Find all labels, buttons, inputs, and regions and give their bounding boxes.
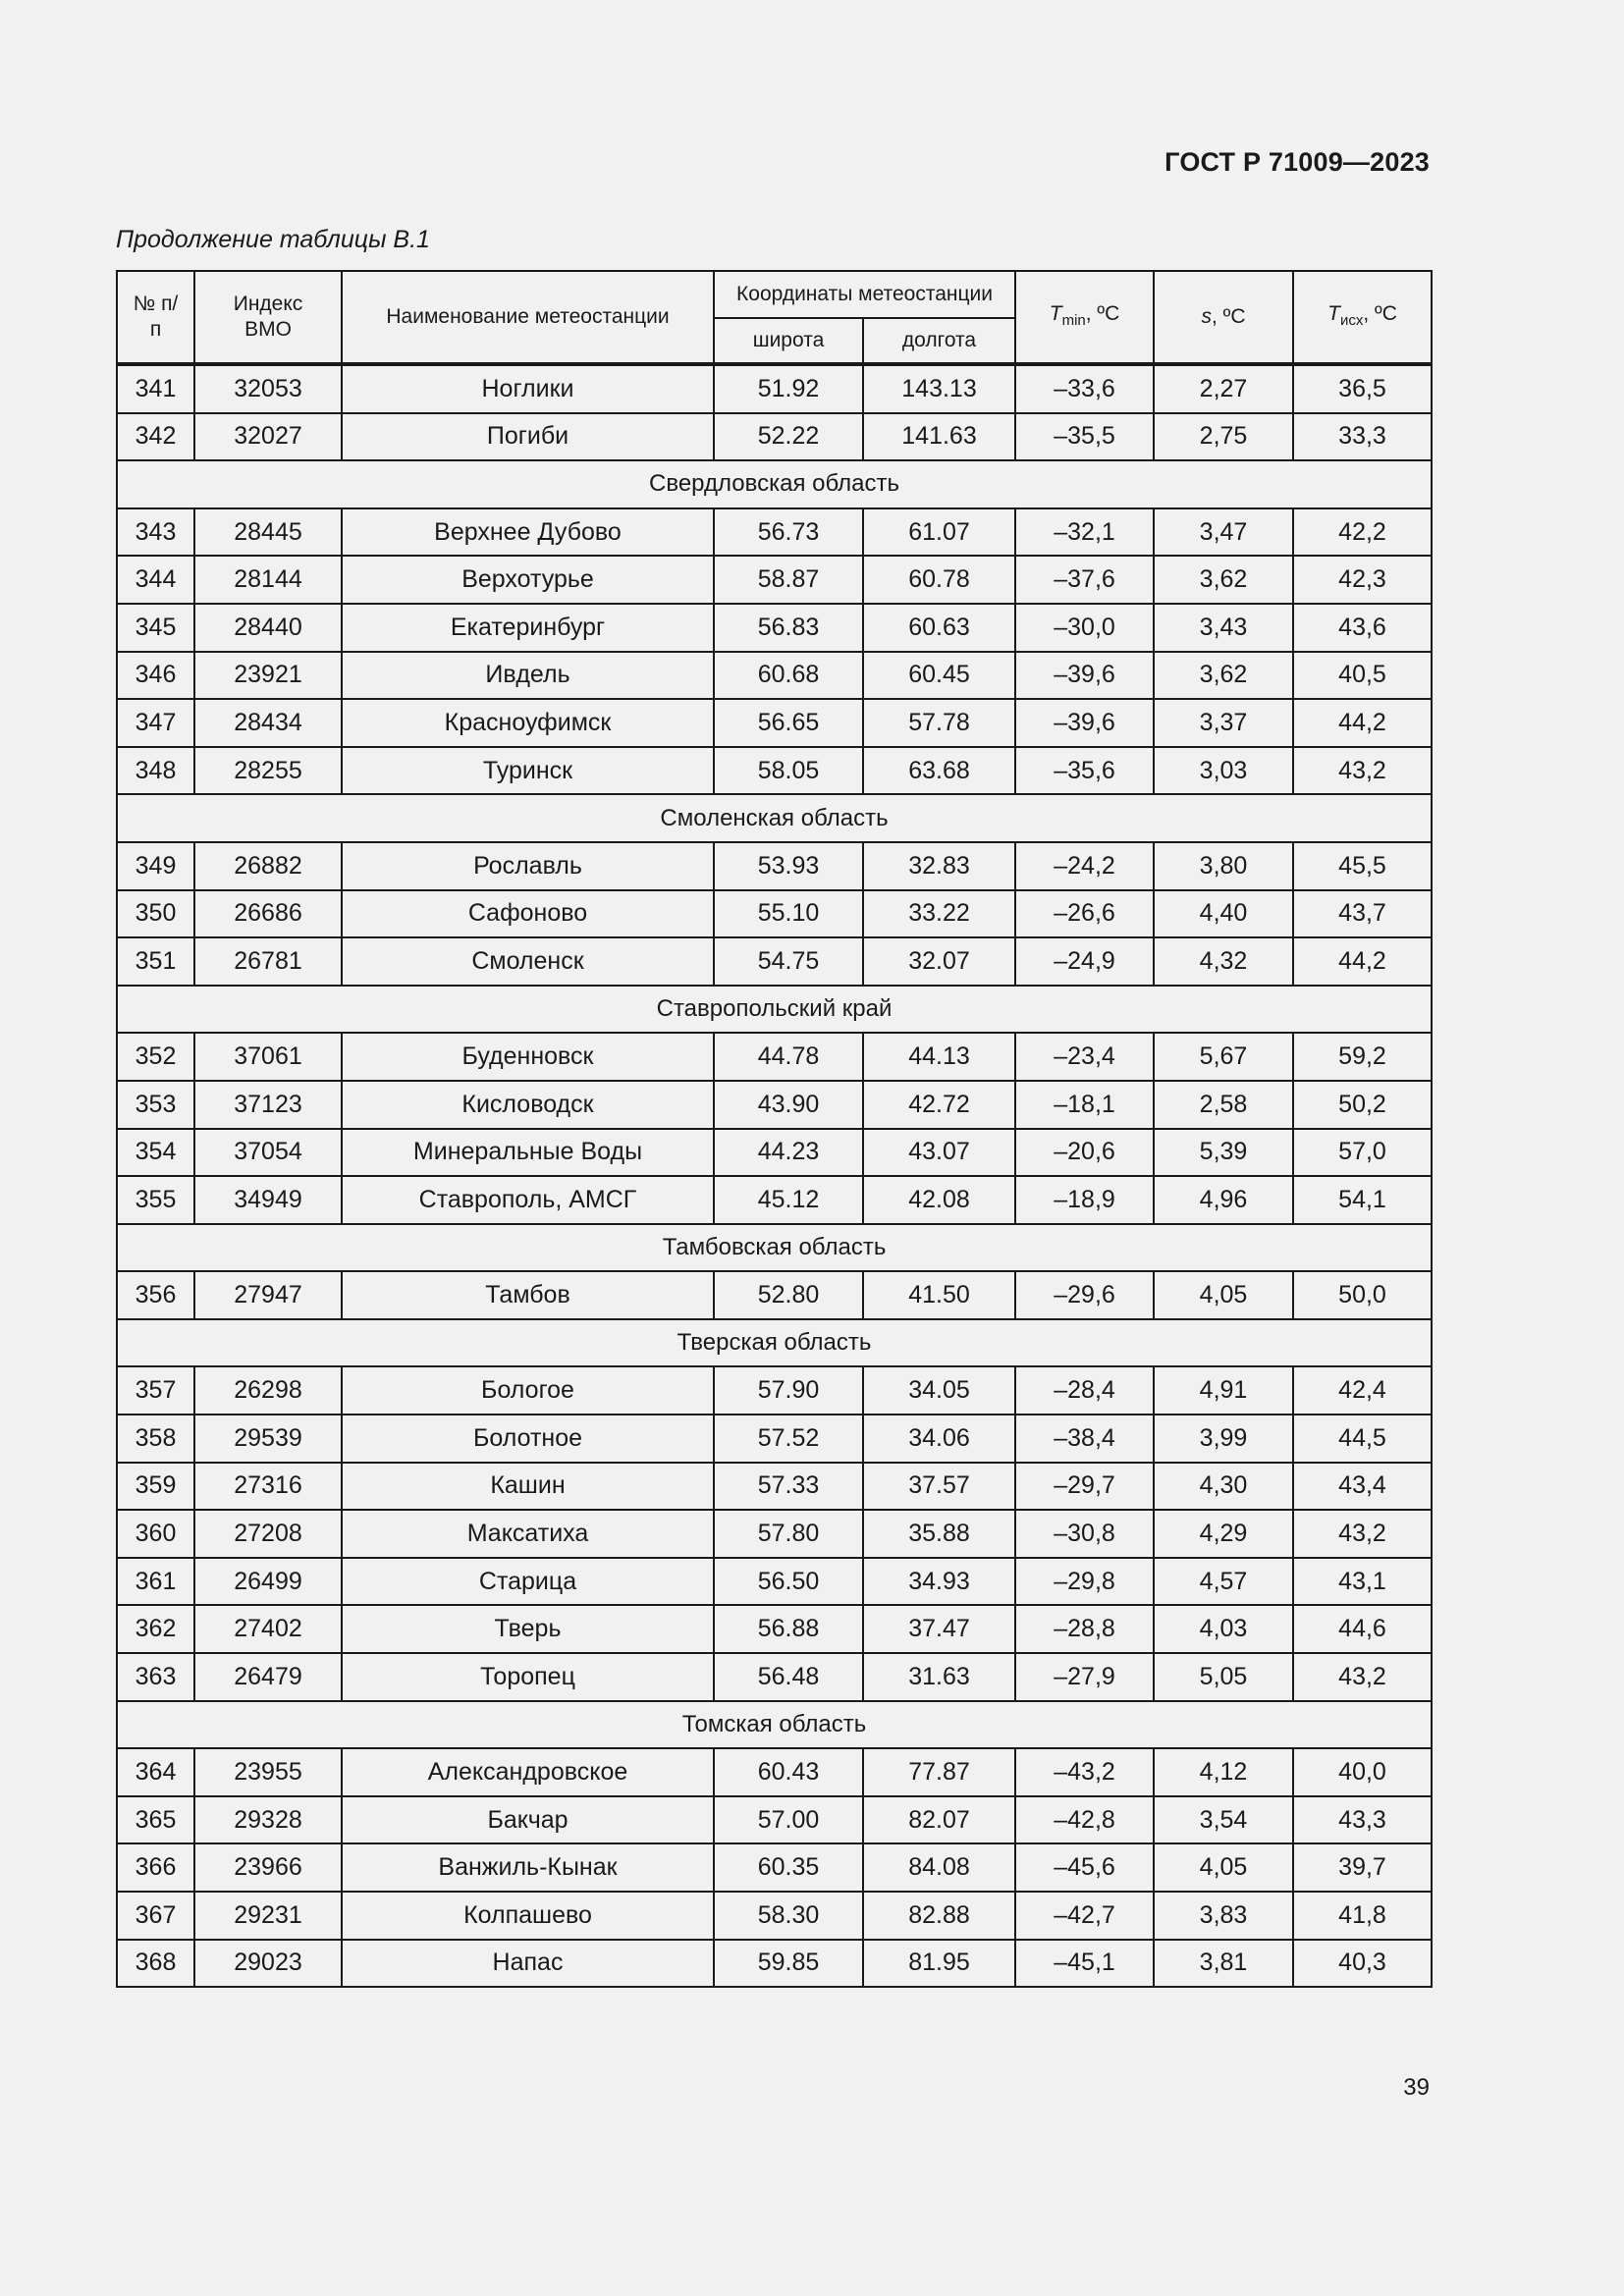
- cell-tmin: –39,6: [1015, 699, 1154, 747]
- tisx-unit: , ºС: [1363, 301, 1397, 325]
- header-coordinates: Координаты метеостанции: [714, 271, 1015, 318]
- cell-num: 355: [117, 1176, 194, 1224]
- cell-station-name: Максатиха: [342, 1510, 714, 1558]
- table-row: [117, 1748, 1432, 1796]
- cell-latitude: 60.35: [714, 1843, 863, 1892]
- cell-latitude: 43.90: [714, 1081, 863, 1129]
- cell-tisx: 40,3: [1293, 1940, 1432, 1988]
- cell-s: 4,30: [1154, 1463, 1293, 1511]
- cell-station-name: Екатеринбург: [342, 604, 714, 652]
- cell-longitude: 34.93: [863, 1558, 1015, 1606]
- cell-latitude: 57.52: [714, 1415, 863, 1463]
- cell-latitude: 54.75: [714, 937, 863, 986]
- table-row: [117, 604, 1432, 652]
- cell-s: 3,99: [1154, 1415, 1293, 1463]
- region-row: [117, 1701, 1432, 1749]
- cell-latitude: 57.00: [714, 1796, 863, 1844]
- cell-tmin: –30,0: [1015, 604, 1154, 652]
- cell-num: 365: [117, 1796, 194, 1844]
- cell-tmin: –28,8: [1015, 1605, 1154, 1653]
- cell-longitude: 81.95: [863, 1940, 1015, 1988]
- cell-longitude: 34.06: [863, 1415, 1015, 1463]
- cell-latitude: 57.33: [714, 1463, 863, 1511]
- table-row: [117, 1366, 1432, 1415]
- cell-latitude: 55.10: [714, 890, 863, 938]
- cell-s: 4,40: [1154, 890, 1293, 938]
- cell-longitude: 82.88: [863, 1892, 1015, 1940]
- cell-station-name: Ивдель: [342, 652, 714, 700]
- cell-station-name: Минеральные Воды: [342, 1129, 714, 1177]
- cell-wmo-index: 26479: [194, 1653, 342, 1701]
- cell-num: 353: [117, 1081, 194, 1129]
- cell-s: 4,29: [1154, 1510, 1293, 1558]
- cell-s: 3,47: [1154, 508, 1293, 557]
- cell-station-name: Кисловодск: [342, 1081, 714, 1129]
- cell-latitude: 44.23: [714, 1129, 863, 1177]
- cell-station-name: Буденновск: [342, 1033, 714, 1081]
- cell-longitude: 82.07: [863, 1796, 1015, 1844]
- cell-wmo-index: 26686: [194, 890, 342, 938]
- region-name: Смоленская область: [117, 794, 1432, 842]
- cell-wmo-index: 28434: [194, 699, 342, 747]
- table-row: [117, 1892, 1432, 1940]
- cell-wmo-index: 26499: [194, 1558, 342, 1606]
- cell-tisx: 41,8: [1293, 1892, 1432, 1940]
- cell-num: 344: [117, 556, 194, 604]
- table-row: [117, 652, 1432, 700]
- table-row: [117, 1843, 1432, 1892]
- cell-s: 4,05: [1154, 1271, 1293, 1319]
- table-row: [117, 699, 1432, 747]
- tmin-symbol: T: [1049, 301, 1062, 325]
- cell-wmo-index: 26781: [194, 937, 342, 986]
- table-row: [117, 1796, 1432, 1844]
- cell-tisx: 33,3: [1293, 413, 1432, 461]
- cell-s: 3,81: [1154, 1940, 1293, 1988]
- cell-tmin: –28,4: [1015, 1366, 1154, 1415]
- cell-station-name: Туринск: [342, 747, 714, 795]
- cell-tisx: 40,0: [1293, 1748, 1432, 1796]
- table-row: [117, 1653, 1432, 1701]
- cell-num: 356: [117, 1271, 194, 1319]
- cell-tisx: 43,2: [1293, 1653, 1432, 1701]
- cell-longitude: 41.50: [863, 1271, 1015, 1319]
- cell-station-name: Кашин: [342, 1463, 714, 1511]
- cell-wmo-index: 28440: [194, 604, 342, 652]
- cell-tmin: –39,6: [1015, 652, 1154, 700]
- header-tmin: [1015, 271, 1154, 364]
- cell-longitude: 35.88: [863, 1510, 1015, 1558]
- cell-wmo-index: 23921: [194, 652, 342, 700]
- cell-num: 350: [117, 890, 194, 938]
- cell-tisx: 50,2: [1293, 1081, 1432, 1129]
- cell-tmin: –23,4: [1015, 1033, 1154, 1081]
- cell-longitude: 37.47: [863, 1605, 1015, 1653]
- header-wmo-index: Индекс ВМО: [194, 271, 342, 364]
- cell-num: 341: [117, 364, 194, 413]
- cell-longitude: 33.22: [863, 890, 1015, 938]
- cell-wmo-index: 37061: [194, 1033, 342, 1081]
- cell-station-name: Красноуфимск: [342, 699, 714, 747]
- table-row: [117, 1510, 1432, 1558]
- cell-tmin: –24,9: [1015, 937, 1154, 986]
- cell-num: 366: [117, 1843, 194, 1892]
- cell-num: 347: [117, 699, 194, 747]
- cell-s: 4,32: [1154, 937, 1293, 986]
- stations-table: [116, 270, 1433, 1988]
- cell-tisx: 44,6: [1293, 1605, 1432, 1653]
- cell-tmin: –18,9: [1015, 1176, 1154, 1224]
- table-row: [117, 937, 1432, 986]
- cell-tmin: –35,5: [1015, 413, 1154, 461]
- cell-tisx: 42,3: [1293, 556, 1432, 604]
- cell-station-name: Тамбов: [342, 1271, 714, 1319]
- cell-station-name: Смоленск: [342, 937, 714, 986]
- cell-s: 4,05: [1154, 1843, 1293, 1892]
- cell-tmin: –42,8: [1015, 1796, 1154, 1844]
- cell-latitude: 57.90: [714, 1366, 863, 1415]
- cell-longitude: 32.83: [863, 842, 1015, 890]
- cell-s: 3,37: [1154, 699, 1293, 747]
- cell-s: 3,62: [1154, 652, 1293, 700]
- cell-tisx: 42,4: [1293, 1366, 1432, 1415]
- table-row: [117, 1463, 1432, 1511]
- cell-latitude: 58.30: [714, 1892, 863, 1940]
- table-row: [117, 1271, 1432, 1319]
- cell-s: 4,91: [1154, 1366, 1293, 1415]
- cell-longitude: 42.72: [863, 1081, 1015, 1129]
- region-row: [117, 986, 1432, 1034]
- cell-s: 4,96: [1154, 1176, 1293, 1224]
- cell-s: 4,12: [1154, 1748, 1293, 1796]
- cell-latitude: 56.48: [714, 1653, 863, 1701]
- cell-station-name: Торопец: [342, 1653, 714, 1701]
- cell-longitude: 77.87: [863, 1748, 1015, 1796]
- cell-longitude: 37.57: [863, 1463, 1015, 1511]
- header-s: [1154, 271, 1293, 364]
- cell-station-name: Верхнее Дубово: [342, 508, 714, 557]
- cell-station-name: Бакчар: [342, 1796, 714, 1844]
- cell-tisx: 43,2: [1293, 1510, 1432, 1558]
- table-row: [117, 1415, 1432, 1463]
- header-latitude: широта: [714, 318, 863, 364]
- cell-tmin: –37,6: [1015, 556, 1154, 604]
- table-row: [117, 1129, 1432, 1177]
- cell-longitude: 31.63: [863, 1653, 1015, 1701]
- cell-s: 3,03: [1154, 747, 1293, 795]
- cell-wmo-index: 37123: [194, 1081, 342, 1129]
- cell-latitude: 58.87: [714, 556, 863, 604]
- cell-station-name: Верхотурье: [342, 556, 714, 604]
- cell-num: 359: [117, 1463, 194, 1511]
- table-body: [117, 364, 1432, 1987]
- cell-num: 346: [117, 652, 194, 700]
- cell-tmin: –45,6: [1015, 1843, 1154, 1892]
- cell-tisx: 43,1: [1293, 1558, 1432, 1606]
- table-row: [117, 842, 1432, 890]
- cell-wmo-index: 23955: [194, 1748, 342, 1796]
- cell-latitude: 56.73: [714, 508, 863, 557]
- cell-num: 362: [117, 1605, 194, 1653]
- cell-wmo-index: 28255: [194, 747, 342, 795]
- cell-tmin: –29,8: [1015, 1558, 1154, 1606]
- header-station-name: Наименование метеостанции: [342, 271, 714, 364]
- cell-latitude: 51.92: [714, 364, 863, 413]
- tmin-subscript: min: [1061, 311, 1086, 329]
- cell-num: 360: [117, 1510, 194, 1558]
- document-code: ГОСТ Р 71009—2023: [1164, 147, 1430, 177]
- cell-tmin: –29,7: [1015, 1463, 1154, 1511]
- cell-longitude: 43.07: [863, 1129, 1015, 1177]
- cell-s: 3,43: [1154, 604, 1293, 652]
- cell-wmo-index: 23966: [194, 1843, 342, 1892]
- cell-num: 361: [117, 1558, 194, 1606]
- cell-tmin: –30,8: [1015, 1510, 1154, 1558]
- cell-latitude: 53.93: [714, 842, 863, 890]
- cell-tmin: –35,6: [1015, 747, 1154, 795]
- table-row: [117, 508, 1432, 557]
- cell-tmin: –18,1: [1015, 1081, 1154, 1129]
- cell-tmin: –45,1: [1015, 1940, 1154, 1988]
- cell-s: 3,80: [1154, 842, 1293, 890]
- cell-tisx: 44,2: [1293, 937, 1432, 986]
- cell-tisx: 44,5: [1293, 1415, 1432, 1463]
- table-row: [117, 413, 1432, 461]
- table-row: [117, 364, 1432, 413]
- cell-wmo-index: 32053: [194, 364, 342, 413]
- cell-tisx: 40,5: [1293, 652, 1432, 700]
- region-row: [117, 794, 1432, 842]
- cell-latitude: 44.78: [714, 1033, 863, 1081]
- cell-station-name: Ванжиль-Кынак: [342, 1843, 714, 1892]
- table-row: [117, 747, 1432, 795]
- cell-longitude: 42.08: [863, 1176, 1015, 1224]
- cell-wmo-index: 29023: [194, 1940, 342, 1988]
- region-row: [117, 1319, 1432, 1367]
- cell-s: 2,58: [1154, 1081, 1293, 1129]
- cell-tisx: 39,7: [1293, 1843, 1432, 1892]
- tisx-subscript: исх: [1339, 311, 1364, 329]
- cell-station-name: Болотное: [342, 1415, 714, 1463]
- cell-num: 343: [117, 508, 194, 557]
- cell-num: 342: [117, 413, 194, 461]
- cell-num: 358: [117, 1415, 194, 1463]
- cell-tmin: –27,9: [1015, 1653, 1154, 1701]
- cell-longitude: 60.78: [863, 556, 1015, 604]
- cell-tmin: –33,6: [1015, 364, 1154, 413]
- cell-tmin: –26,6: [1015, 890, 1154, 938]
- cell-station-name: Рославль: [342, 842, 714, 890]
- cell-tmin: –42,7: [1015, 1892, 1154, 1940]
- region-row: [117, 1224, 1432, 1272]
- cell-wmo-index: 28445: [194, 508, 342, 557]
- region-name: Свердловская область: [117, 460, 1432, 508]
- cell-latitude: 56.88: [714, 1605, 863, 1653]
- cell-latitude: 59.85: [714, 1940, 863, 1988]
- cell-station-name: Бологое: [342, 1366, 714, 1415]
- table-row: [117, 1176, 1432, 1224]
- tmin-unit: , ºС: [1085, 301, 1120, 325]
- header-tisx: [1293, 271, 1432, 364]
- cell-longitude: 60.45: [863, 652, 1015, 700]
- cell-latitude: 52.22: [714, 413, 863, 461]
- table-row: [117, 890, 1432, 938]
- cell-s: 5,67: [1154, 1033, 1293, 1081]
- cell-longitude: 61.07: [863, 508, 1015, 557]
- cell-tisx: 43,3: [1293, 1796, 1432, 1844]
- cell-s: 3,62: [1154, 556, 1293, 604]
- cell-s: 2,27: [1154, 364, 1293, 413]
- cell-tmin: –43,2: [1015, 1748, 1154, 1796]
- cell-station-name: Тверь: [342, 1605, 714, 1653]
- cell-station-name: Ноглики: [342, 364, 714, 413]
- cell-s: 5,05: [1154, 1653, 1293, 1701]
- cell-station-name: Александровское: [342, 1748, 714, 1796]
- cell-num: 349: [117, 842, 194, 890]
- cell-longitude: 44.13: [863, 1033, 1015, 1081]
- cell-tisx: 50,0: [1293, 1271, 1432, 1319]
- cell-tisx: 42,2: [1293, 508, 1432, 557]
- cell-tisx: 45,5: [1293, 842, 1432, 890]
- cell-num: 368: [117, 1940, 194, 1988]
- page-number: 39: [1403, 2074, 1430, 2101]
- s-symbol: s: [1201, 305, 1212, 328]
- cell-wmo-index: 27947: [194, 1271, 342, 1319]
- cell-tmin: –32,1: [1015, 508, 1154, 557]
- cell-tmin: –29,6: [1015, 1271, 1154, 1319]
- table-row: [117, 1081, 1432, 1129]
- cell-station-name: Ставрополь, АМСГ: [342, 1176, 714, 1224]
- cell-num: 357: [117, 1366, 194, 1415]
- cell-wmo-index: 29231: [194, 1892, 342, 1940]
- cell-station-name: Колпашево: [342, 1892, 714, 1940]
- cell-tisx: 43,2: [1293, 747, 1432, 795]
- cell-latitude: 60.68: [714, 652, 863, 700]
- cell-wmo-index: 27208: [194, 1510, 342, 1558]
- cell-latitude: 57.80: [714, 1510, 863, 1558]
- cell-wmo-index: 37054: [194, 1129, 342, 1177]
- cell-station-name: Старица: [342, 1558, 714, 1606]
- cell-station-name: Сафоново: [342, 890, 714, 938]
- cell-tisx: 57,0: [1293, 1129, 1432, 1177]
- cell-wmo-index: 32027: [194, 413, 342, 461]
- cell-num: 354: [117, 1129, 194, 1177]
- region-name: Ставропольский край: [117, 986, 1432, 1034]
- cell-latitude: 52.80: [714, 1271, 863, 1319]
- cell-wmo-index: 26298: [194, 1366, 342, 1415]
- table-row: [117, 1558, 1432, 1606]
- cell-station-name: Напас: [342, 1940, 714, 1988]
- header-longitude: долгота: [863, 318, 1015, 364]
- region-name: Тамбовская область: [117, 1224, 1432, 1272]
- cell-s: 3,83: [1154, 1892, 1293, 1940]
- table-row: [117, 556, 1432, 604]
- cell-longitude: 57.78: [863, 699, 1015, 747]
- cell-s: 4,57: [1154, 1558, 1293, 1606]
- cell-num: 364: [117, 1748, 194, 1796]
- cell-tmin: –24,2: [1015, 842, 1154, 890]
- cell-tmin: –38,4: [1015, 1415, 1154, 1463]
- cell-wmo-index: 34949: [194, 1176, 342, 1224]
- table-row: [117, 1940, 1432, 1988]
- cell-num: 363: [117, 1653, 194, 1701]
- cell-wmo-index: 29328: [194, 1796, 342, 1844]
- cell-station-name: Погиби: [342, 413, 714, 461]
- cell-longitude: 63.68: [863, 747, 1015, 795]
- cell-latitude: 58.05: [714, 747, 863, 795]
- cell-longitude: 143.13: [863, 364, 1015, 413]
- cell-wmo-index: 28144: [194, 556, 342, 604]
- cell-wmo-index: 26882: [194, 842, 342, 890]
- cell-s: 5,39: [1154, 1129, 1293, 1177]
- region-name: Тверская область: [117, 1319, 1432, 1367]
- cell-latitude: 56.50: [714, 1558, 863, 1606]
- cell-wmo-index: 29539: [194, 1415, 342, 1463]
- cell-tisx: 36,5: [1293, 364, 1432, 413]
- cell-wmo-index: 27402: [194, 1605, 342, 1653]
- s-unit: , ºС: [1212, 305, 1246, 328]
- region-row: [117, 460, 1432, 508]
- table-row: [117, 1605, 1432, 1653]
- cell-longitude: 32.07: [863, 937, 1015, 986]
- cell-num: 352: [117, 1033, 194, 1081]
- cell-num: 367: [117, 1892, 194, 1940]
- cell-latitude: 45.12: [714, 1176, 863, 1224]
- table-row: [117, 1033, 1432, 1081]
- cell-num: 351: [117, 937, 194, 986]
- cell-s: 4,03: [1154, 1605, 1293, 1653]
- header-num: № п/п: [117, 271, 194, 364]
- cell-num: 348: [117, 747, 194, 795]
- cell-longitude: 84.08: [863, 1843, 1015, 1892]
- cell-num: 345: [117, 604, 194, 652]
- cell-s: 3,54: [1154, 1796, 1293, 1844]
- cell-tisx: 59,2: [1293, 1033, 1432, 1081]
- cell-longitude: 60.63: [863, 604, 1015, 652]
- cell-s: 2,75: [1154, 413, 1293, 461]
- cell-tisx: 43,7: [1293, 890, 1432, 938]
- cell-latitude: 56.65: [714, 699, 863, 747]
- cell-tisx: 44,2: [1293, 699, 1432, 747]
- cell-wmo-index: 27316: [194, 1463, 342, 1511]
- table-caption: Продолжение таблицы В.1: [116, 226, 430, 253]
- cell-tmin: –20,6: [1015, 1129, 1154, 1177]
- cell-latitude: 60.43: [714, 1748, 863, 1796]
- cell-longitude: 34.05: [863, 1366, 1015, 1415]
- cell-longitude: 141.63: [863, 413, 1015, 461]
- tisx-symbol: T: [1327, 301, 1340, 325]
- cell-tisx: 54,1: [1293, 1176, 1432, 1224]
- region-name: Томская область: [117, 1701, 1432, 1749]
- cell-tisx: 43,6: [1293, 604, 1432, 652]
- cell-tisx: 43,4: [1293, 1463, 1432, 1511]
- cell-latitude: 56.83: [714, 604, 863, 652]
